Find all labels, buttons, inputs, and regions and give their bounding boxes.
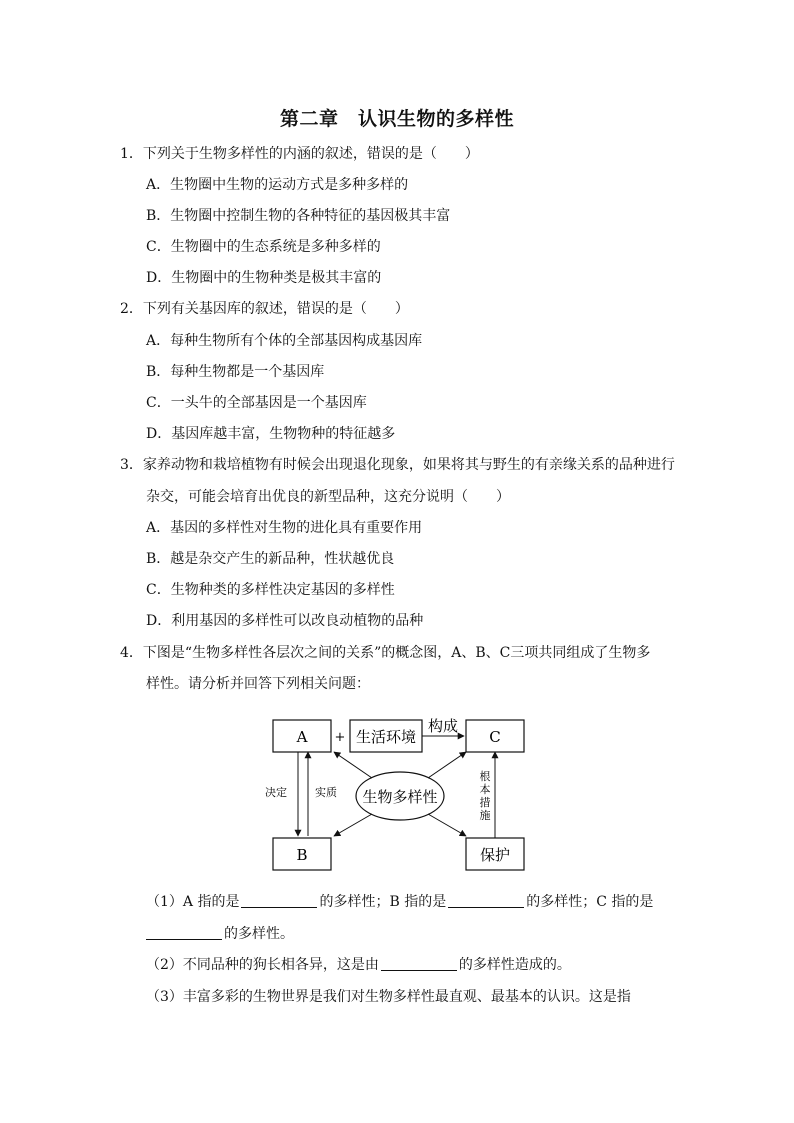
question-2-option-a: A．每种生物所有个体的全部基因构成基因库 [146, 333, 423, 349]
sub-question-1 [146, 892, 653, 912]
question-1-stem: 1．下列关于生物多样性的内涵的叙述，错误的是（ ） [120, 146, 479, 162]
answer-blank-a[interactable] [241, 893, 317, 908]
sub-question-2-part-a: （2）不同品种的狗长相各异，这是由 [146, 957, 379, 973]
chapter-title: 第二章 认识生物的多样性 [279, 108, 514, 130]
sub-question-2-part-b: 的多样性造成的。 [458, 957, 571, 973]
root-measure-char-1: 根 [479, 770, 491, 783]
question-3-stem-line-2: 杂交，可能会培育出优良的新型品种，这充分说明（ ） [146, 489, 510, 505]
sub-question-1-line-2 [146, 924, 294, 944]
question-3-option-d: D．利用基因的多样性可以改良动植物的品种 [146, 613, 424, 629]
question-2-option-b: B．每种生物都是一个基因库 [146, 364, 325, 380]
question-3-option-a: A．基因的多样性对生物的进化具有重要作用 [146, 520, 423, 536]
sub-question-3: （3）丰富多彩的生物世界是我们对生物多样性最直观、最基本的认识。这是指 [146, 989, 631, 1005]
arrow-to-a [334, 752, 372, 778]
sub-question-1-part-a: （1）A 指的是 [146, 894, 240, 910]
decide-label: 决定 [265, 786, 287, 799]
sub-question-1-part-d: 的多样性。 [224, 926, 294, 942]
box-c-label: C [489, 728, 501, 746]
question-2-option-c: C．一头牛的全部基因是一个基因库 [146, 395, 367, 411]
box-b-label: B [296, 846, 308, 864]
arrow-to-b [334, 814, 372, 836]
question-3-option-c: C．生物种类的多样性决定基因的多样性 [146, 582, 395, 598]
root-measure-char-3: 措 [479, 796, 491, 809]
sub-question-1-part-b: 的多样性；B 指的是 [319, 894, 447, 910]
question-4-stem-line-1: 4．下图是“生物多样性各层次之间的关系”的概念图，A、B、C三项共同组成了生物多 [120, 645, 651, 661]
question-3-stem-line-1: 3．家养动物和栽培植物有时候会出现退化现象，如果将其与野生的有亲缘关系的品种进行 [120, 457, 675, 473]
answer-blank-b[interactable] [448, 893, 524, 908]
arrow-to-protect [428, 814, 466, 836]
question-1-option-c: C．生物圈中的生态系统是多种多样的 [146, 239, 381, 255]
plus-sign: + [334, 730, 346, 745]
question-1-option-d: D．生物圈中的生物种类是极其丰富的 [146, 270, 382, 286]
question-1-option-b: B．生物圈中控制生物的各种特征的基因极其丰富 [146, 208, 451, 224]
box-environment-label: 生活环境 [355, 728, 417, 746]
root-measure-char-4: 施 [479, 809, 491, 822]
sub-question-1-part-c: 的多样性；C 指的是 [526, 894, 654, 910]
answer-blank-c[interactable] [146, 925, 222, 940]
question-1-option-a: A．生物圈中生物的运动方式是多种多样的 [146, 177, 409, 193]
sub-question-2 [146, 955, 571, 975]
center-label: 生物多样性 [362, 788, 438, 806]
question-2-option-d: D．基因库越丰富，生物物种的特征越多 [146, 426, 396, 442]
question-4-stem-line-2: 样性。请分析并回答下列相关问题： [146, 676, 370, 692]
answer-blank-dog[interactable] [381, 956, 457, 971]
question-2-stem: 2．下列有关基因库的叙述，错误的是（ ） [120, 301, 409, 317]
question-3-option-b: B．越是杂交产生的新品种，性状越优良 [146, 551, 395, 567]
box-protect-label: 保护 [479, 846, 511, 864]
compose-label: 构成 [427, 717, 459, 735]
arrow-to-c [428, 752, 466, 778]
box-a-label: A [296, 728, 308, 746]
essence-label: 实质 [315, 786, 337, 799]
concept-diagram [260, 708, 540, 878]
root-measure-char-2: 本 [479, 783, 491, 796]
